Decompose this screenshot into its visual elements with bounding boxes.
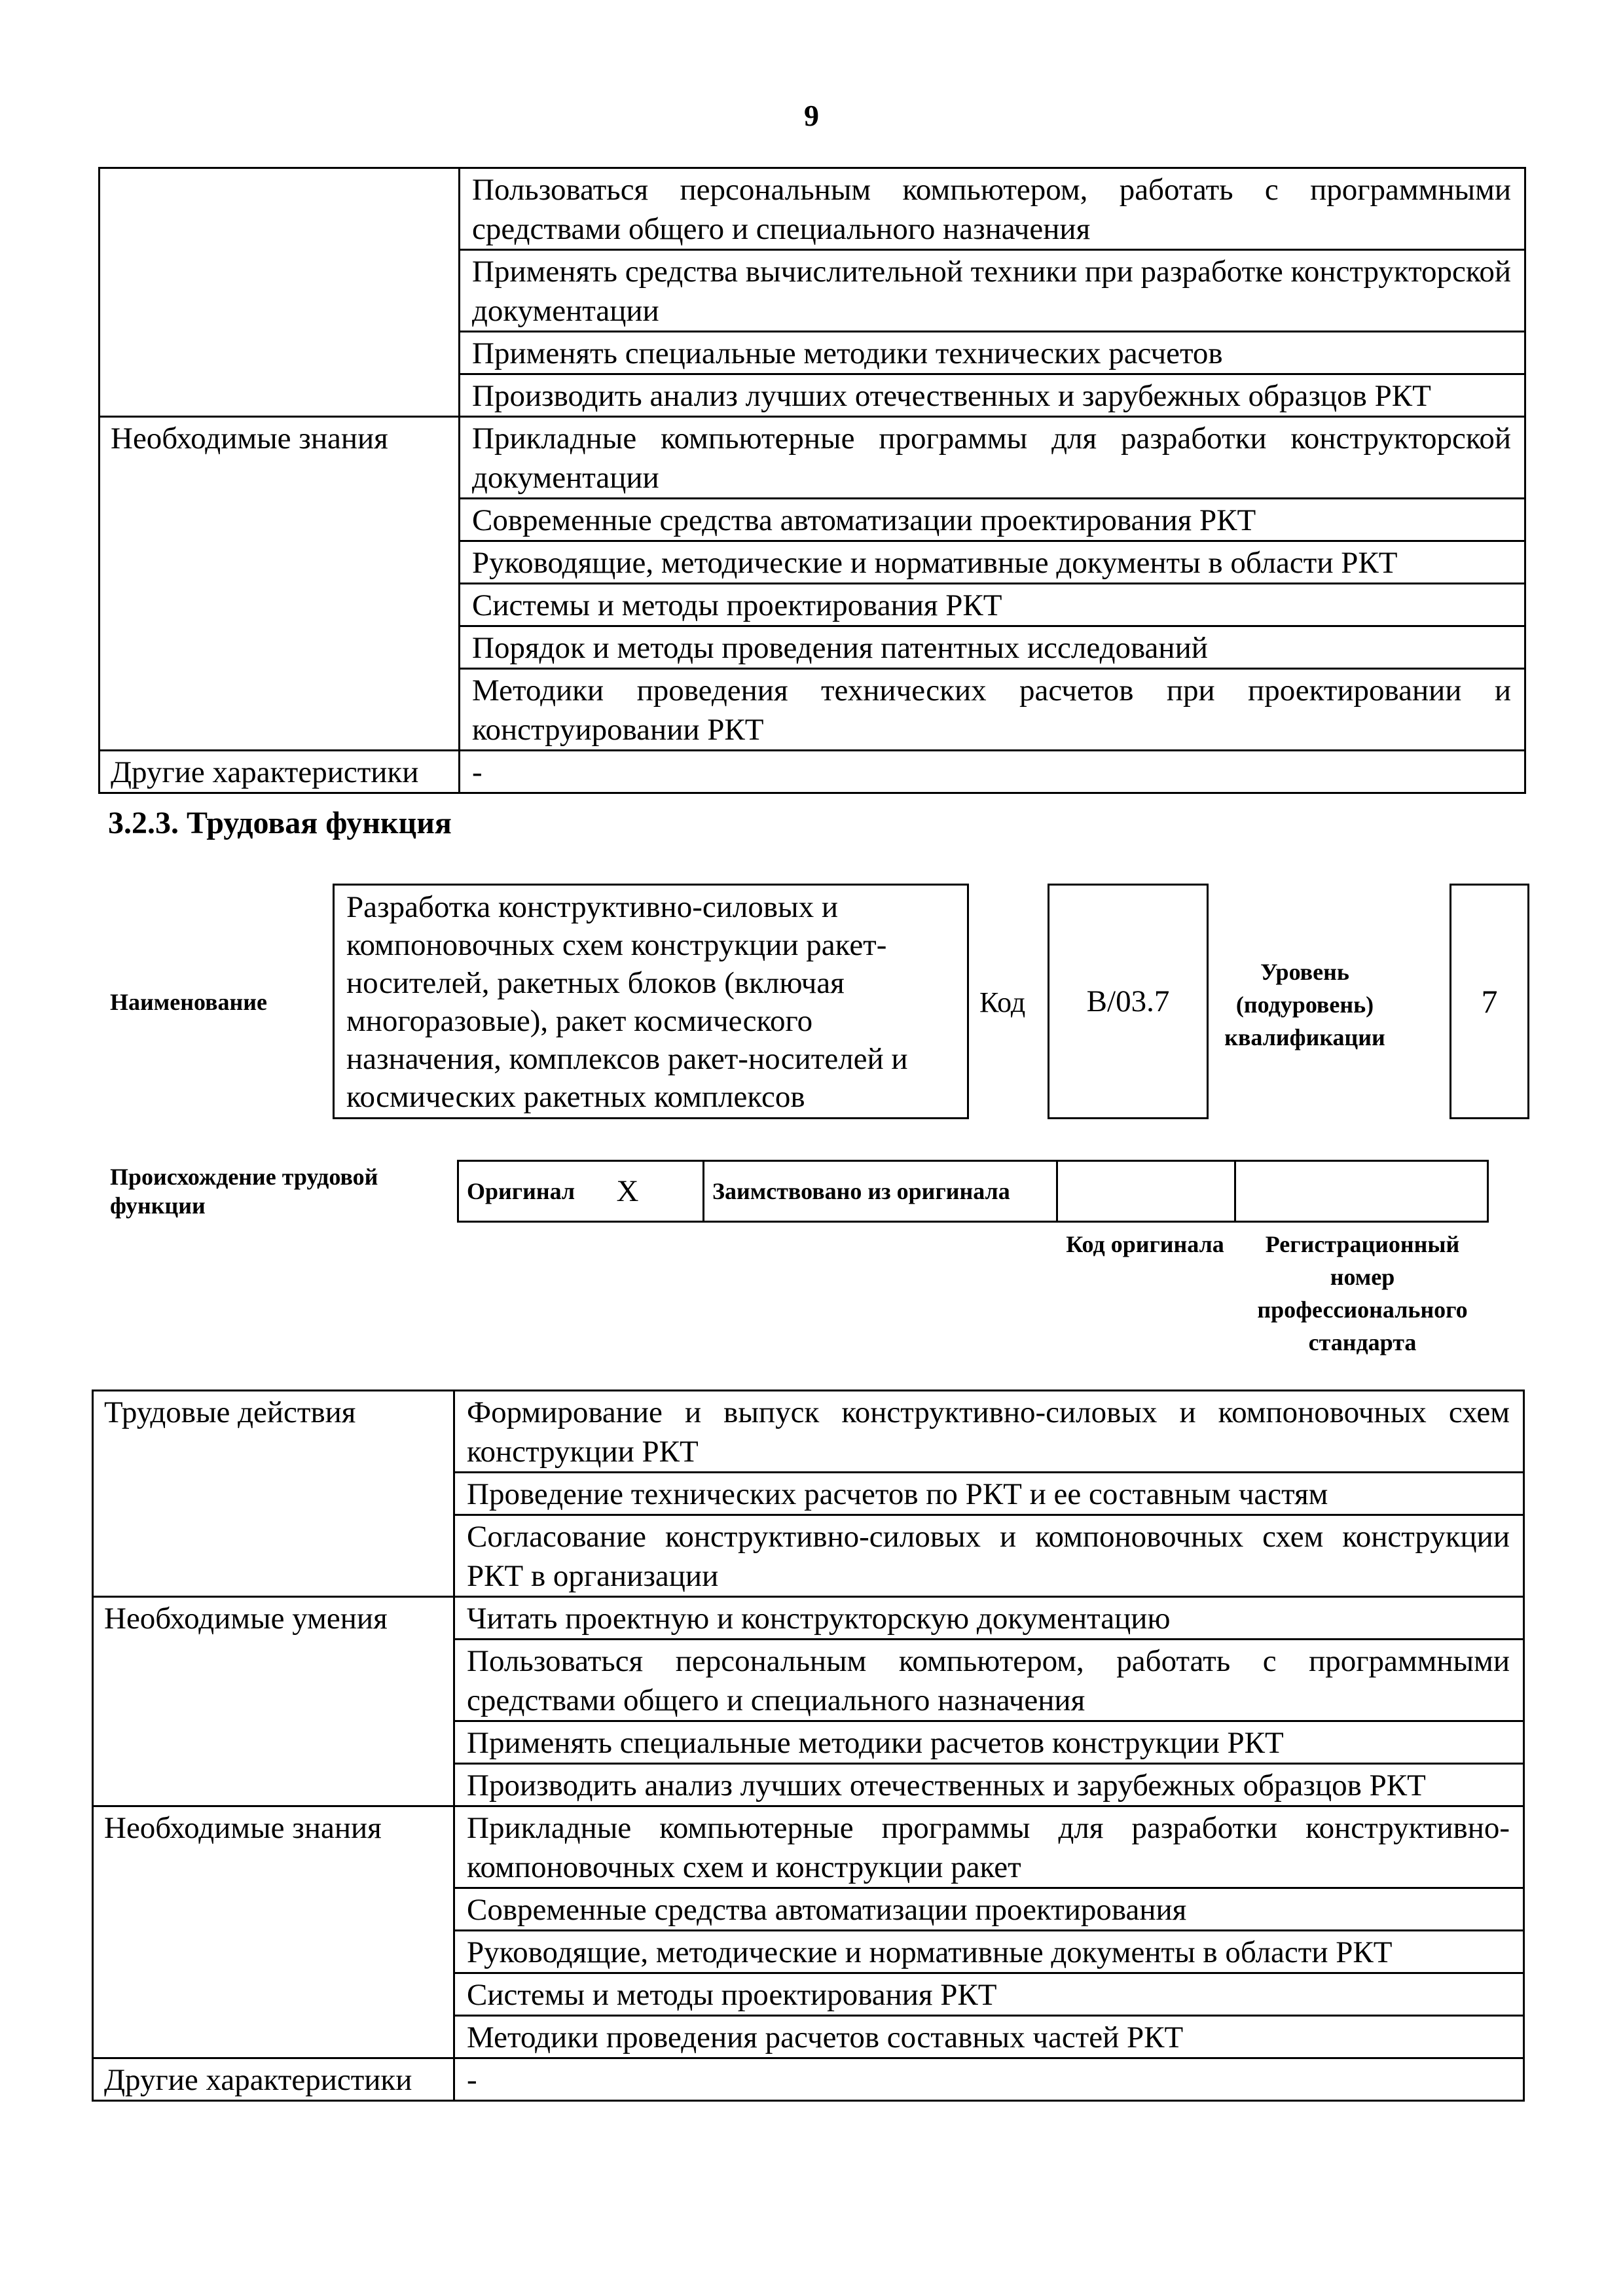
row-label: Трудовые действия [93,1391,454,1597]
row-item: Читать проектную и конструкторскую документацию [454,1597,1524,1640]
row-item: Пользоваться персональным компьютером, работать с программными средствами общего и специального назначения [460,168,1525,250]
row-item: Производить анализ лучших отечественных и зарубежных образцов РКТ [454,1764,1524,1806]
row-label: Необходимые умения [93,1597,454,1806]
table-row [93,1597,1524,1640]
table-row [100,168,1525,250]
row-item: Системы и методы проектирования РКТ [460,584,1525,626]
function-code-box: B/03.7 [1048,884,1209,1119]
section-title: 3.2.3. Трудовая функция [108,806,452,840]
row-item: Проведение технических расчетов по РКТ и ее составным частям [454,1473,1524,1515]
borrowed-label: Заимствовано из оригинала [704,1161,1057,1222]
page-number: 9 [804,99,819,132]
function-name-box: Разработка конструктивно-силовых и компоновочных схем конструкции ракет-носителей, ракетных блоков (включая многоразовые), ракет космического назначения, комплексов ракет-носителей и космических ракетных комплексов [333,884,969,1119]
row-item: Применять специальные методики расчетов конструкции РКТ [454,1721,1524,1764]
row-item: - [460,751,1525,793]
table-row [93,2058,1524,2101]
row-item: Применять средства вычислительной техники при разработке конструкторской документации [460,250,1525,332]
row-label: Другие характеристики [100,751,460,793]
original-label: Оригинал [458,1161,609,1222]
registration-number-caption: Регистрационный номер профессионального стандарта [1257,1231,1468,1355]
row-item: Порядок и методы проведения патентных исследований [460,626,1525,669]
table-row [93,1806,1524,1888]
row-item: Современные средства автоматизации проектирования РКТ [460,499,1525,541]
row-item: Производить анализ лучших отечественных и зарубежных образцов РКТ [460,374,1525,417]
original-code-caption: Код оригинала [1066,1231,1224,1257]
top-characteristics-table [98,167,1526,794]
row-item: Пользоваться персональным компьютером, работать с программными средствами общего и специального назначения [454,1640,1524,1721]
row-item: Методики проведения технических расчетов при проектировании и конструировании РКТ [460,669,1525,751]
registration-number-cell [1235,1161,1488,1222]
table-row [100,417,1525,499]
row-item: Согласование конструктивно-силовых и компоновочных схем конструкции РКТ в организации [454,1515,1524,1597]
qualification-level-box: 7 [1450,884,1529,1119]
function-characteristics-table [92,1390,1525,2102]
table-row [100,751,1525,793]
row-label: Другие характеристики [93,2058,454,2101]
row-item: Формирование и выпуск конструктивно-силовых и компоновочных схем конструкции РКТ [454,1391,1524,1473]
row-item: Системы и методы проектирования РКТ [454,1973,1524,2016]
row-item: Применять специальные методики технических расчетов [460,332,1525,374]
row-label: Необходимые знания [100,417,460,751]
row-item: Руководящие, методические и нормативные документы в области РКТ [460,541,1525,584]
row-item: Методики проведения расчетов составных частей РКТ [454,2016,1524,2058]
row-label [100,168,460,417]
table-row [93,1391,1524,1473]
row-item: Прикладные компьютерные программы для разработки конструкторской документации [460,417,1525,499]
original-code-cell [1057,1161,1235,1222]
origin-table [457,1160,1489,1223]
row-item: Руководящие, методические и нормативные документы в области РКТ [454,1931,1524,1973]
row-item: Прикладные компьютерные программы для разработки конструктивно-компоновочных схем и конструкции ракет [454,1806,1524,1888]
original-mark: X [609,1161,704,1222]
level-label: Уровень (подуровень) квалификации [1224,959,1385,1050]
row-item: Современные средства автоматизации проектирования [454,1888,1524,1931]
row-label: Необходимые знания [93,1806,454,2058]
origin-label: Происхождение трудовой функции [110,1164,378,1219]
code-label: Код [979,986,1026,1018]
row-item: - [454,2058,1524,2101]
name-label: Наименование [110,989,267,1015]
